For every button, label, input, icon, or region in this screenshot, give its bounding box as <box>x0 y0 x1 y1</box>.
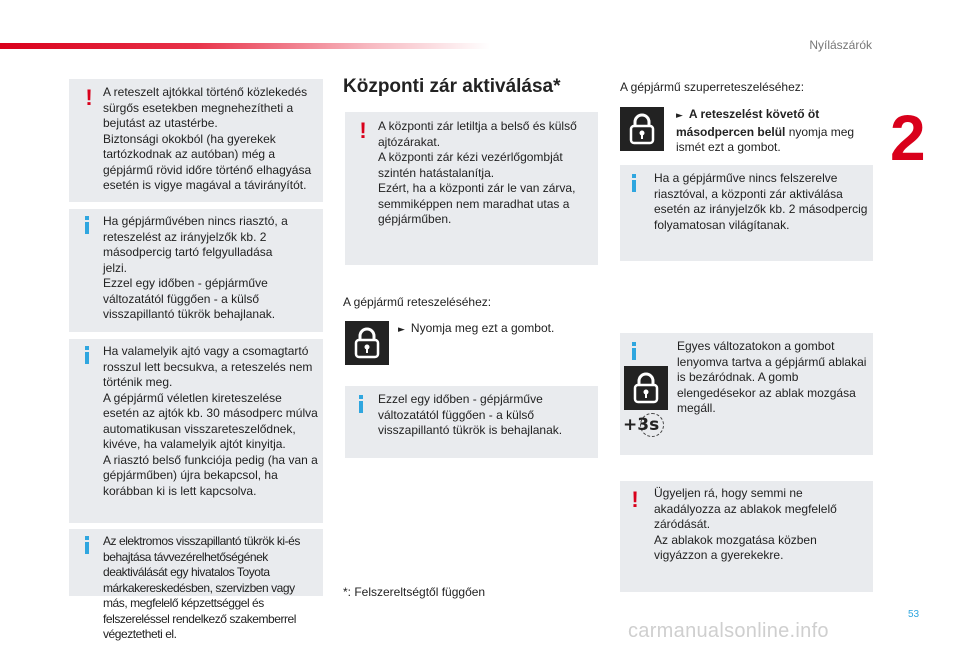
hold-timer-icon <box>623 413 665 443</box>
info-text: Ha gépjárművében nincs riasztó, a reteszelést az irányjelzők kb. 2 másodpercig tartó felgyulladása jelzi. Ezzel egy időben - gépjárműve változatától függően - a külső visszapillantó tükrök behajlanak. <box>103 214 288 321</box>
warning-icon: ! <box>631 487 639 512</box>
locking-step: ► Nyomja meg ezt a gombot. <box>398 321 555 335</box>
info-box-right-1 <box>620 165 873 261</box>
info-box-left-1 <box>69 209 323 332</box>
padlock-icon <box>629 113 655 145</box>
warning-icon: ! <box>359 118 367 143</box>
info-text: Ha a gépjárműve nincs felszerelve riasztóval, a központi zár aktiválása esetén az irányjelzők kb. 2 másodpercig folyamatosan világítanak. <box>654 171 868 232</box>
warning-icon: ! <box>85 85 93 110</box>
info-box-right-2 <box>620 333 873 455</box>
info-text: Ha valamelyik ajtó vagy a csomagtartó rosszul lett becsukva, a reteszelés nem történik meg. A gépjármű véletlen kireteszelése esetén az ajtók kb. 30 másodperc múlva automatikusan visszareteszelődnek, kivéve, ha valamelyik ajtót kinyitja. A riasztó belső funkciója pedig (ha van a gépjárműben) újra bekapcsol, ha korábban ki is lett kapcsolva. <box>103 344 318 498</box>
info-text: Ezzel egy időben - gépjárműve változatától függően - a külső visszapillantó tükrök is behajlanak. <box>378 392 563 437</box>
bullet-icon: ► <box>676 111 683 121</box>
super-locking-intro: A gépjármű szuperreteszeléséhez: <box>620 80 805 94</box>
info-icon <box>85 216 89 234</box>
super-locking-step: ► A reteszelést követő öt másodpercen belül nyomja meg ismét ezt a gombot. <box>676 107 855 154</box>
lock-button-icon <box>345 321 389 365</box>
info-icon <box>85 536 89 554</box>
padlock-icon <box>354 327 380 359</box>
info-small-text: Az elektromos visszapillantó tükrök ki-és behajtása távvezérelhetőségének deaktiválását egy hivatalos Toyota márkakereskedésben, szervizben vagy más, megfelelő képzettséggel és felszereléssel rendelkező szakemberrel végeztetheti el. <box>103 534 300 641</box>
page-number: 53 <box>908 609 920 620</box>
warning-text: A központi zár letiltja a belső és külső ajtózárakat. A központi zár kézi vezérlőgombját szintén hatástalanítja. Ezért, ha a központi zár le van zárva, semmiképpen nem maradhat utas a gépjárműben. <box>378 119 577 226</box>
info-icon <box>632 342 636 360</box>
page-heading: Központi zár aktiválása* <box>343 76 561 97</box>
warning-box-right <box>620 481 873 592</box>
info-box-middle <box>345 386 598 458</box>
info-box-left-2 <box>69 339 323 523</box>
info-box-left-3 <box>69 529 323 641</box>
info-icon <box>359 395 363 413</box>
warning-text: A reteszelt ajtókkal történő közlekedés sürgős esetekben megnehezítheti a bejutást az utastérbe. Biztonsági okokból (ha gyerekek tartózkodnak az autóban) még a gépjármű rövid időre történő elhagyása esetén is vigye magával a távirányítót. <box>103 85 312 192</box>
info-icon <box>85 346 89 364</box>
padlock-icon <box>633 372 659 404</box>
watermark: carmanualsonline.info <box>628 620 829 642</box>
locking-intro: A gépjármű reteszeléséhez: <box>343 295 492 309</box>
info-text: Egyes változatokon a gombot lenyomva tartva a gépjármű ablakai is bezáródnak. A gomb elengedésekor az ablak mozgása megáll. <box>677 339 867 415</box>
lock-button-icon <box>620 107 664 151</box>
warning-text: Ügyeljen rá, hogy semmi ne akadályozza az ablakok megfelelő záródását. Az ablakok mozgatása közben vigyázzon a gyerekekre. <box>654 486 837 562</box>
warning-box-middle <box>345 112 598 265</box>
warning-box-left <box>69 79 323 202</box>
footnote: *: Felszereltségtől függően <box>343 585 486 599</box>
chapter-number: 2 <box>890 102 926 174</box>
section-title: Nyílászárók <box>809 38 872 52</box>
info-icon <box>632 174 636 192</box>
lock-button-icon <box>624 366 668 410</box>
top-red-bar <box>0 43 490 49</box>
bullet-icon: ► <box>398 325 405 335</box>
hold-badge: +3s <box>623 415 660 435</box>
